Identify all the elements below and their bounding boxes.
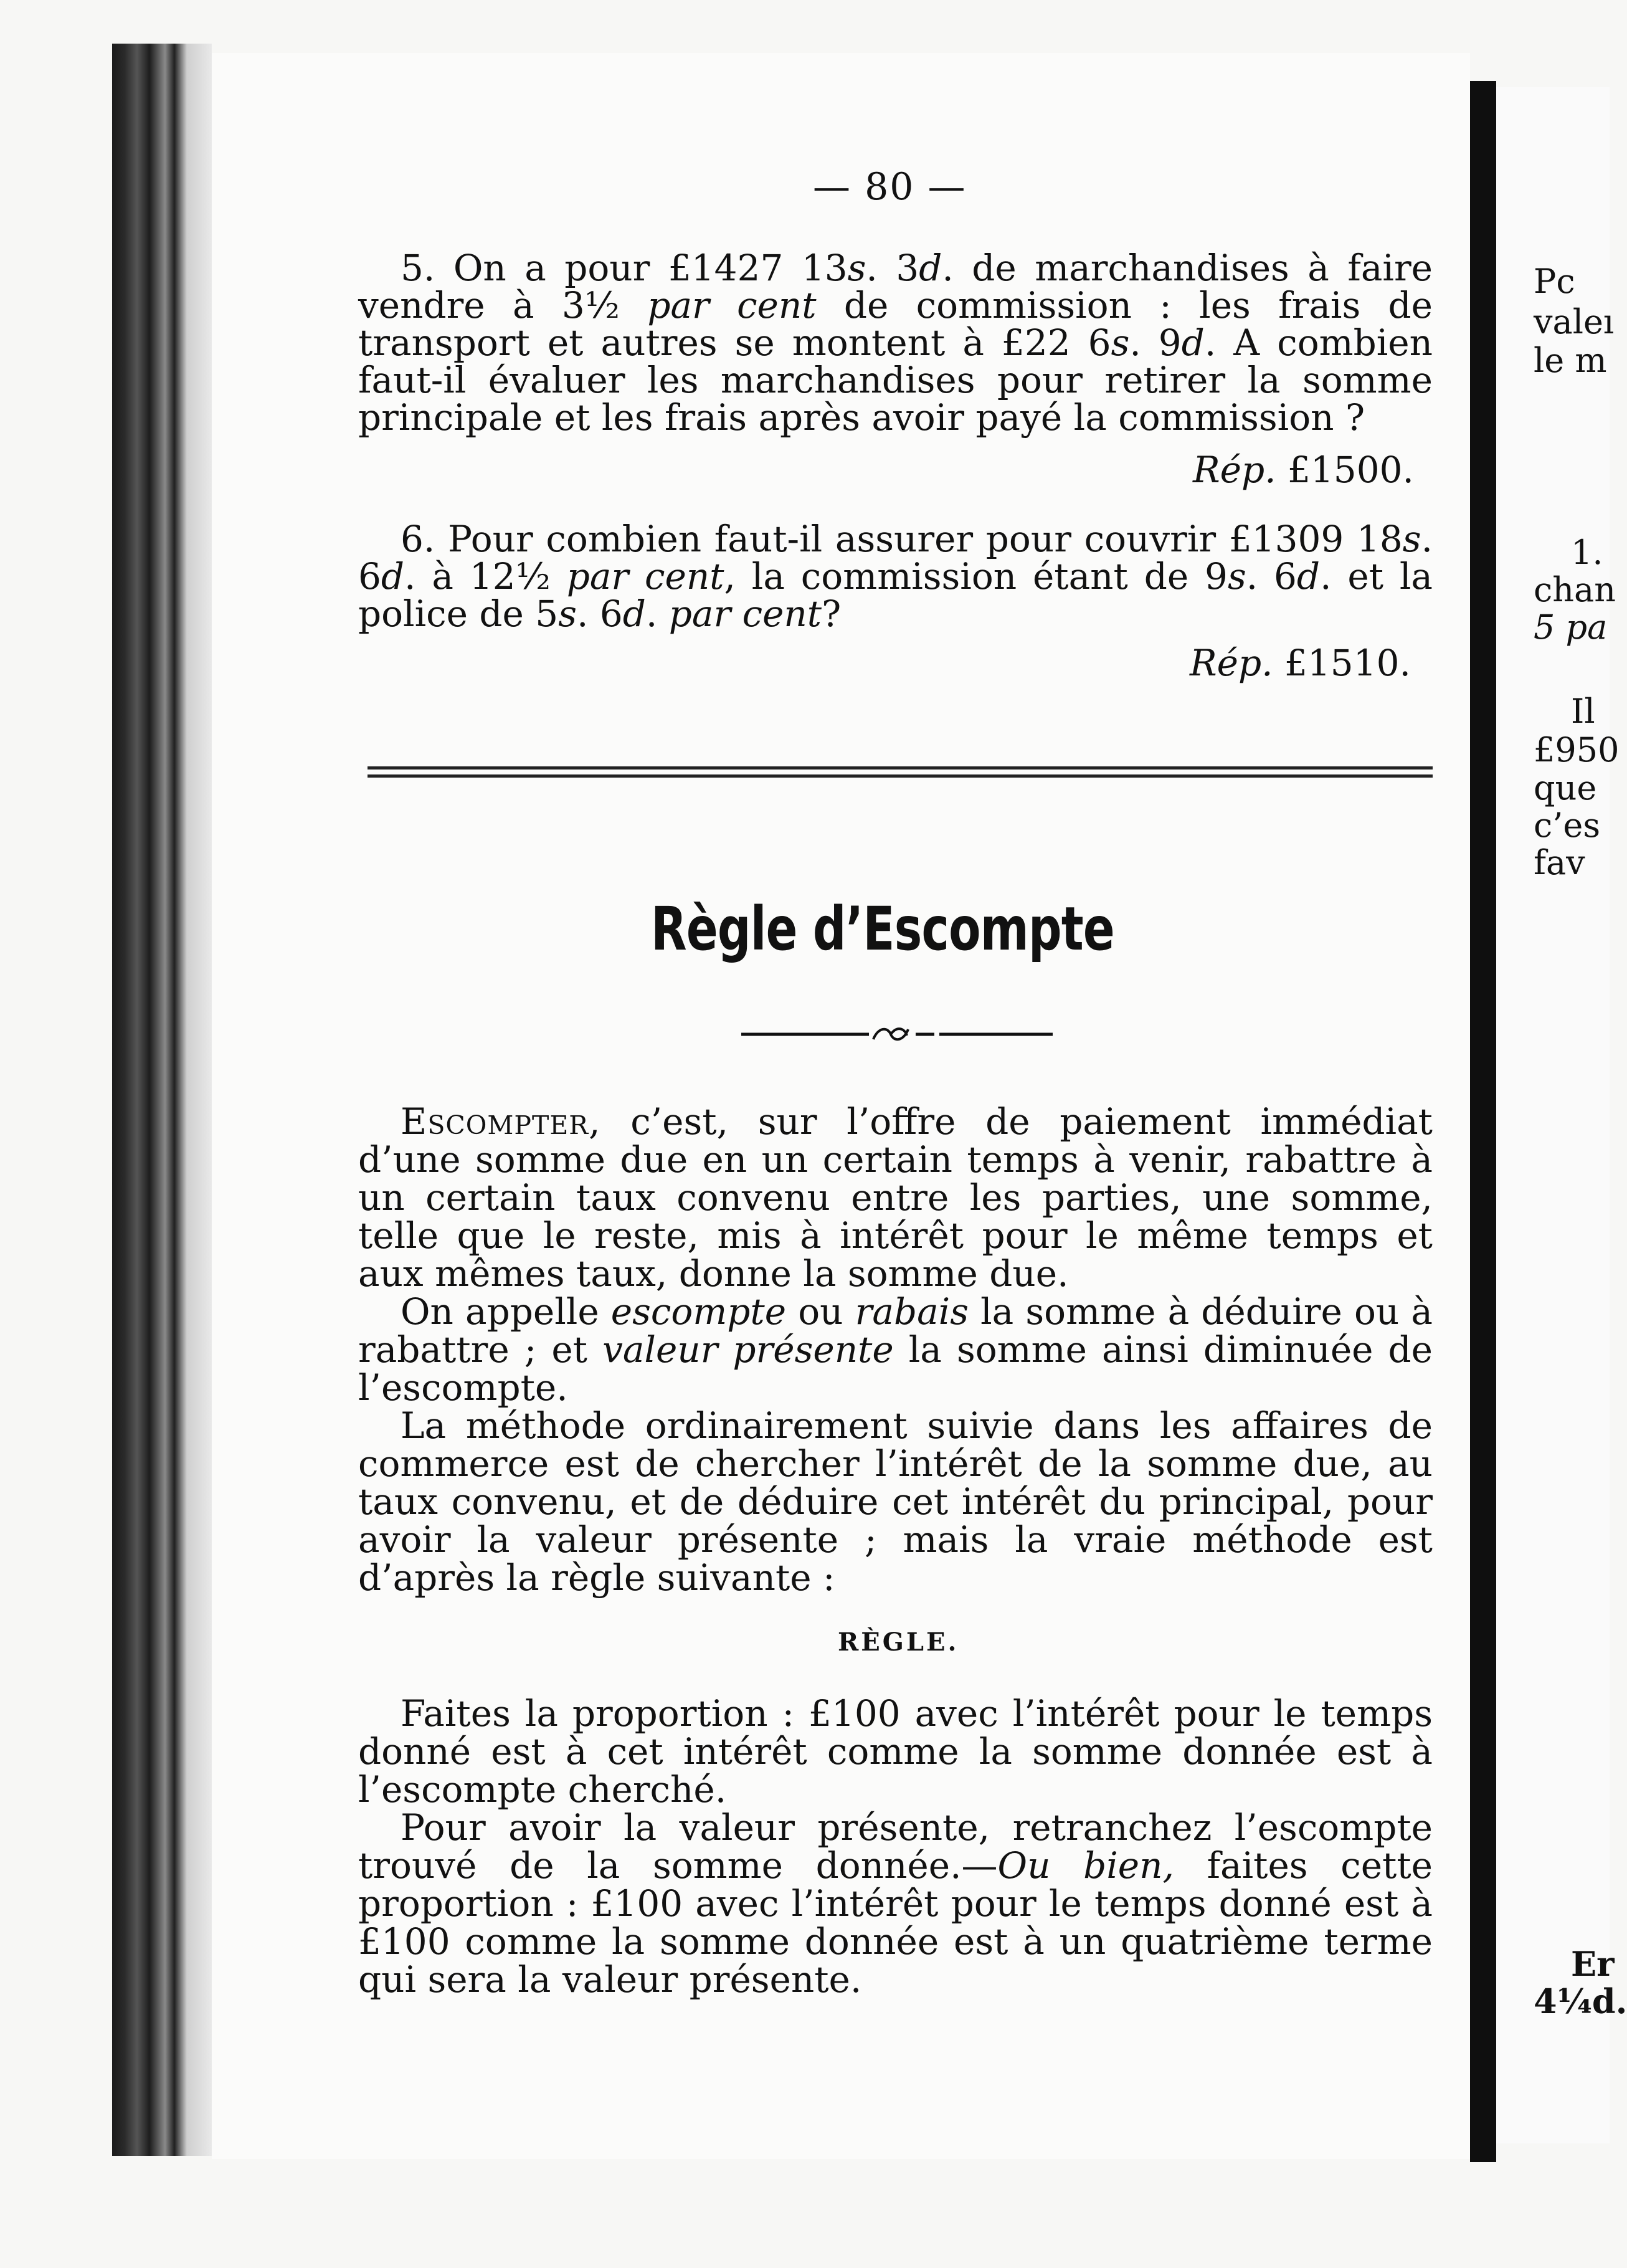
definition-text <box>358 1100 1433 1599</box>
problem-5-text: 5. On a pour £1427 13s. 3d. de marchandises à faire vendre à 3½ par cent de commission : les frais de transport et autres se montent à £22 6s. 9d. A combien faut-il évaluer les marchandises pour retirer la somme principale et les frais après avoir payé la commission ? <box>358 247 1433 439</box>
problem-5 <box>358 247 1433 439</box>
problem-6 <box>358 518 1433 635</box>
next-page-fragment: c’es <box>1534 806 1601 845</box>
rule-paragraph-1: Faites la proportion : £100 avec l’intérêt pour le temps donné est à cet intérêt comme la somme donnée est à l’escompte cherché. <box>358 1692 1433 1811</box>
next-page-fragment: le m <box>1534 341 1607 380</box>
problem-6-text: 6. Pour combien faut-il assurer pour couvrir £1309 18s. 6d. à 12½ par cent, la commission étant de 9s. 6d. et la police de 5s. 6d. par cent? <box>358 518 1433 635</box>
next-page-fragment: fav <box>1534 843 1585 882</box>
next-page-fragment: 5 pa <box>1534 608 1608 647</box>
rule-paragraph-2: Pour avoir la valeur présente, retranchez l’escompte trouvé de la somme donnée.—Ou bien, faites cette proportion : £100 avec l’intérêt pour le temps donné est à £100 comme la somme donnée est à un quatrième terme qui sera la valeur présente. <box>358 1806 1433 2001</box>
section-heading: Règle d’Escompte <box>651 894 1114 964</box>
paragraph-methode: La méthode ordinairement suivie dans les affaires de commerce est de chercher l’intérêt de la somme due, au taux convenu, et de déduire cet intérêt du principal, pour avoir la valeur présente ; mais la vraie méthode est d’après la règle suivante : <box>358 1404 1433 1599</box>
rule-text <box>358 1692 1433 2001</box>
next-page-fragment: chan <box>1534 570 1616 609</box>
next-page-fragment: que <box>1534 768 1597 808</box>
next-page-fragment: £950 <box>1534 730 1620 770</box>
paragraph-escompte-definition: On appelle escompte ou rabais la somme à déduire ou à rabattre ; et valeur présente la somme ainsi diminuée de l’escompte. <box>358 1290 1433 1409</box>
paragraph-escompter: Escompter, c’est, sur l’offre de paiement immédiat d’une somme due en un certain temps à venir, rabattre à un certain taux convenu entre les parties, une somme, telle que le reste, mis à intérêt pour le même temps et aux mêmes taux, donne la somme due. <box>358 1100 1433 1295</box>
next-page-fragment: 4¼d. <box>1534 1981 1627 2021</box>
rule-label: RÈGLE. <box>838 1627 959 1657</box>
next-page-fragment: Pc <box>1534 262 1575 301</box>
page-number: — 80 — <box>813 165 967 209</box>
ornament-divider <box>741 1022 1053 1047</box>
problem-6-answer: Rép. £1510. <box>1190 642 1411 684</box>
section-divider <box>368 766 1433 780</box>
next-page-fragment: 1. <box>1571 533 1603 572</box>
page-gutter <box>1470 81 1496 2162</box>
next-page-fragment: Il <box>1571 692 1595 731</box>
next-page-fragment: valeı <box>1534 302 1615 341</box>
next-page-edge <box>1496 87 1627 2143</box>
problem-5-answer: Rép. £1500. <box>1193 449 1414 491</box>
book-spine <box>112 44 212 2156</box>
next-page-fragment: Er <box>1571 1944 1615 1984</box>
